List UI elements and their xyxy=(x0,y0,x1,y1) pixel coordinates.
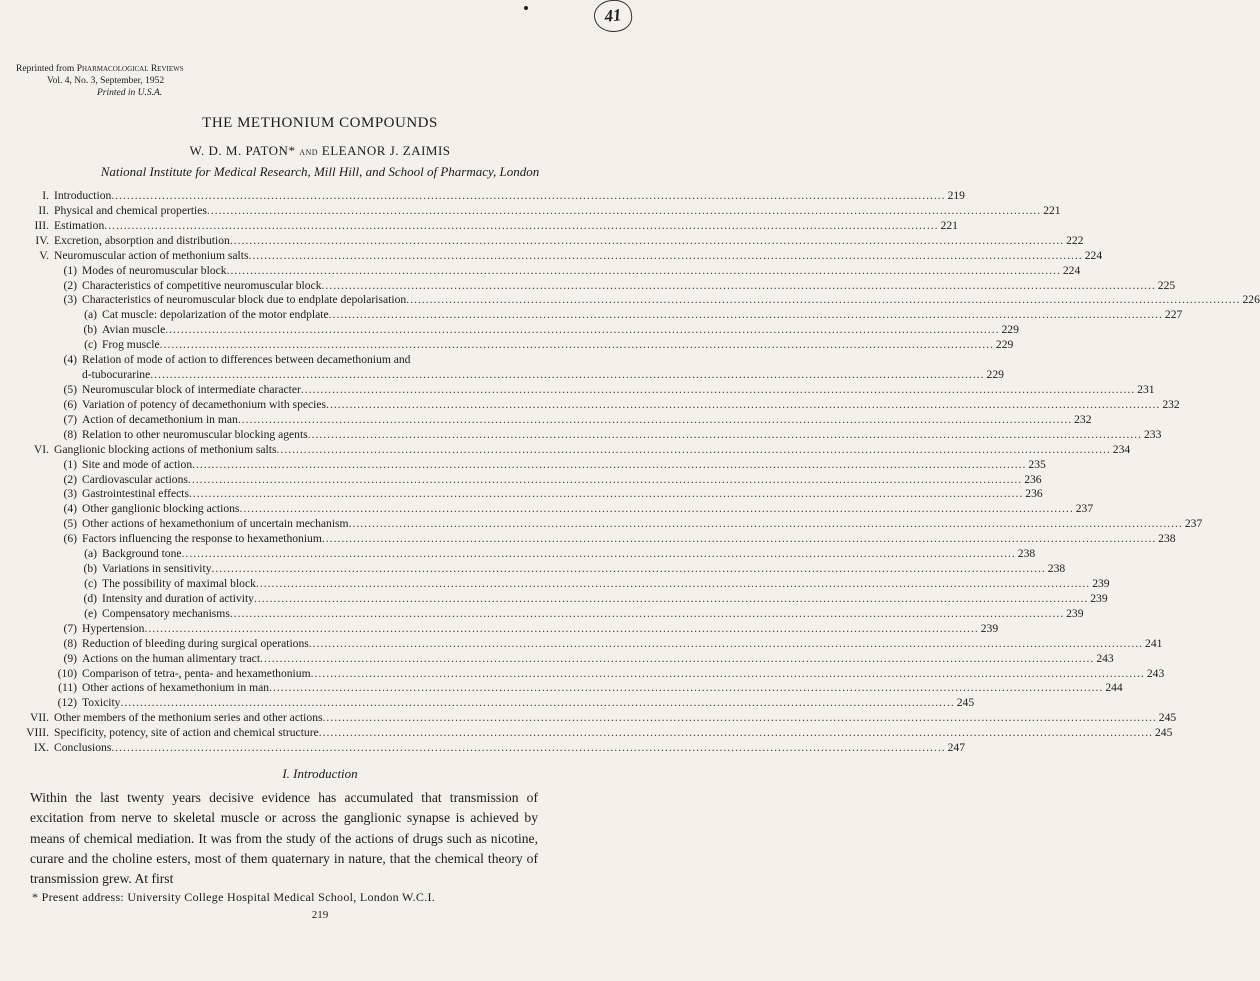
reprint-volume: Vol. 4, No. 3, September, 1952 xyxy=(47,76,165,86)
toc-entry xyxy=(16,427,1162,443)
toc-leader-dots xyxy=(111,741,945,754)
toc-entry xyxy=(16,412,1092,428)
toc-entry xyxy=(16,278,1176,294)
toc-entry xyxy=(16,696,975,711)
toc-entry-page: 239 xyxy=(1092,576,1110,590)
toc-entry-page: 239 xyxy=(1090,591,1108,605)
toc-entry-label: Hypertension xyxy=(82,621,145,635)
section-heading: I. Introduction xyxy=(282,766,358,781)
toc-entry xyxy=(16,263,1081,279)
toc-entry-number: (5) xyxy=(63,382,77,396)
toc-leader-dots xyxy=(322,279,1156,292)
toc-entry-page: 229 xyxy=(986,368,1004,382)
toc-entry-label: Other ganglionic blocking actions xyxy=(82,502,240,516)
toc-entry xyxy=(16,651,1114,667)
toc-entry-page: 244 xyxy=(1105,681,1123,695)
toc-entry-number: (b) xyxy=(83,562,97,576)
toc-entry-label: Introduction xyxy=(54,189,112,202)
toc-entry-page: 236 xyxy=(1025,487,1043,501)
reprint-notice xyxy=(16,63,184,99)
toc-leader-dots xyxy=(329,308,1163,321)
toc-entry-number: (3) xyxy=(63,487,77,501)
toc-leader-dots xyxy=(120,696,954,709)
toc-leader-dots xyxy=(319,726,1153,739)
toc-entry-number: (7) xyxy=(63,412,77,426)
toc-entry-number: (2) xyxy=(63,472,77,486)
toc-entry-number: (6) xyxy=(63,397,77,411)
toc-entry-label: Cardiovascular actions xyxy=(82,472,188,486)
toc-entry-number: VI. xyxy=(33,442,49,456)
toc-entry-page: 235 xyxy=(1028,457,1046,471)
toc-entry-page: 238 xyxy=(1047,562,1066,576)
toc-entry-label: Neuromuscular action of methonium salts xyxy=(54,248,249,262)
toc-entry-label: Other actions of hexamethonium of uncertain mechanism xyxy=(82,517,349,531)
toc-leader-dots xyxy=(227,264,1061,277)
toc-entry xyxy=(16,457,1046,473)
toc-entry xyxy=(16,576,1110,592)
toc-entry-label: Factors influencing the response to hexamethonium xyxy=(82,532,322,546)
journal-name: Pharmacological Reviews xyxy=(76,64,184,74)
toc-entry xyxy=(16,726,1173,741)
toc-entry-page: 224 xyxy=(1062,263,1081,277)
toc-leader-dots xyxy=(160,338,994,351)
toc-entry-number: (1) xyxy=(63,457,77,471)
toc-entry xyxy=(16,203,1061,219)
toc-entry-page: 245 xyxy=(1158,711,1177,725)
author-2: ELEANOR J. ZAIMIS xyxy=(321,143,451,158)
toc-entry xyxy=(16,293,1260,308)
toc-entry xyxy=(16,308,1183,323)
toc-leader-dots xyxy=(256,577,1090,590)
toc-entry-page: 243 xyxy=(1096,651,1114,665)
table-of-contents xyxy=(16,189,1260,756)
toc-leader-dots xyxy=(111,189,945,202)
toc-leader-dots xyxy=(189,487,1023,500)
toc-entry-page: 229 xyxy=(995,338,1014,352)
toc-entry xyxy=(16,233,1084,249)
toc-entry-label: Excretion, absorption and distribution xyxy=(54,233,230,247)
toc-leader-dots xyxy=(254,592,1088,605)
toc-leader-dots xyxy=(150,368,984,381)
toc-entry-number: (10) xyxy=(57,666,77,680)
toc-entry-number: (11) xyxy=(58,681,77,695)
toc-leader-dots xyxy=(144,622,978,635)
toc-leader-dots xyxy=(165,323,999,336)
toc-entry xyxy=(16,666,1165,682)
toc-entry-page: 233 xyxy=(1143,427,1162,441)
toc-entry xyxy=(16,621,999,637)
toc-entry xyxy=(16,741,965,756)
toc-entry-number: (c) xyxy=(84,338,97,352)
body-paragraph: Within the last twenty years decisive evidence has accumulated that transmission of excitation from nerve to skeletal muscle or across the ganglionic synapse is achieved by means of chemical mediation. It was from the study of the actions of drugs such as nicotine, curare and the choline esters, most of them quaternary in nature, that the chemical theory of transmission grew. At first xyxy=(30,790,538,887)
toc-entry-label: The possibility of maximal block xyxy=(102,576,256,590)
toc-entry-label: Variation of potency of decamethonium with species xyxy=(82,397,327,411)
page-number: 219 xyxy=(311,909,329,921)
toc-entry-number: VIII. xyxy=(26,726,49,740)
toc-entry-label: Characteristics of neuromuscular block due to endplate depolarisation xyxy=(82,293,407,307)
toc-entry-number: (c) xyxy=(84,576,97,590)
toc-leader-dots xyxy=(212,562,1046,575)
toc-entry-number: (6) xyxy=(63,532,77,546)
toc-entry xyxy=(16,397,1180,413)
toc-leader-dots xyxy=(308,428,1142,441)
toc-entry-page: 219 xyxy=(947,189,965,202)
toc-entry-label: Variations in sensitivity xyxy=(102,562,212,576)
toc-leader-dots xyxy=(182,547,1016,560)
toc-entry-page: 245 xyxy=(956,696,975,710)
toc-entry-number: (7) xyxy=(63,621,77,635)
toc-entry-label: Action of decamethonium in man xyxy=(82,412,238,426)
toc-leader-dots xyxy=(326,398,1160,411)
toc-leader-dots xyxy=(301,383,1135,396)
toc-entry xyxy=(16,591,1108,607)
toc-leader-dots xyxy=(322,532,1156,545)
toc-leader-dots xyxy=(238,413,1072,426)
toc-entry-label: Relation of mode of action to differences between decamethonium and xyxy=(82,353,411,367)
ink-dot xyxy=(524,6,528,10)
toc-entry-number: (8) xyxy=(63,636,77,650)
toc-entry xyxy=(16,517,1203,532)
toc-entry-label: Other actions of hexamethonium in man xyxy=(82,681,270,695)
toc-entry xyxy=(16,353,539,368)
reprint-line-1: Reprinted from Pharmacological Reviews xyxy=(16,64,184,74)
toc-entry xyxy=(16,562,1066,577)
toc-entry-page: 238 xyxy=(1158,532,1176,546)
toc-entry-page: 221 xyxy=(1043,203,1061,217)
toc-leader-dots xyxy=(309,637,1143,650)
toc-entry-label: Actions on the human alimentary tract xyxy=(82,651,261,665)
toc-entry-label: Background tone xyxy=(102,547,182,561)
toc-entry xyxy=(16,338,1014,353)
authors xyxy=(0,143,640,159)
toc-entry-number: (d) xyxy=(83,591,97,605)
toc-entry xyxy=(16,636,1163,652)
toc-entry-label: Compensatory mechanisms xyxy=(102,606,230,620)
toc-entry-label: Frog muscle xyxy=(102,338,160,352)
toc-leader-dots xyxy=(260,652,1094,665)
toc-entry-number: (9) xyxy=(63,651,77,665)
toc-entry-label: Reduction of bleeding during surgical operations xyxy=(82,636,309,650)
toc-entry-label: Site and mode of action xyxy=(82,457,193,471)
toc-entry xyxy=(16,368,1004,383)
toc-entry xyxy=(16,189,965,204)
toc-entry xyxy=(16,487,1043,502)
toc-entry-label: Estimation xyxy=(54,218,105,232)
toc-entry-label: Modes of neuromuscular block xyxy=(82,263,227,277)
toc-entry-label: Gastrointestinal effects xyxy=(82,487,189,501)
toc-entry-number: (5) xyxy=(63,517,77,531)
toc-entry-label: Physical and chemical properties xyxy=(54,203,207,217)
toc-entry xyxy=(16,711,1177,726)
toc-entry-number: II. xyxy=(38,203,49,217)
toc-entry-number: (1) xyxy=(63,263,77,277)
toc-entry xyxy=(16,502,1094,517)
toc-leader-dots xyxy=(323,711,1157,724)
toc-entry-number: (b) xyxy=(83,323,97,337)
toc-leader-dots xyxy=(207,204,1041,217)
toc-entry-number: VII. xyxy=(30,711,49,725)
toc-entry-number: (12) xyxy=(57,696,77,710)
reprint-printed: Printed in U.S.A. xyxy=(97,88,163,98)
author-conjunction: and xyxy=(299,144,319,158)
toc-leader-dots xyxy=(239,502,1073,515)
toc-entry xyxy=(16,248,1103,264)
toc-leader-dots xyxy=(230,234,1064,247)
toc-entry-number: IX. xyxy=(33,741,49,755)
toc-entry-number: (8) xyxy=(63,427,77,441)
toc-entry-page: 224 xyxy=(1084,248,1103,262)
toc-leader-dots xyxy=(188,473,1022,486)
toc-entry xyxy=(16,472,1042,488)
toc-entry-label: Other members of the methonium series and other actions xyxy=(54,711,323,725)
toc-entry-number: (4) xyxy=(63,502,77,516)
toc-entry xyxy=(16,218,958,234)
toc-entry-page: 239 xyxy=(1066,606,1084,620)
toc-entry-page: 221 xyxy=(940,218,958,232)
toc-entry-page: 229 xyxy=(1001,323,1019,337)
toc-entry-number: (e) xyxy=(84,606,97,620)
toc-entry-page: 237 xyxy=(1075,502,1094,516)
toc-entry xyxy=(16,681,1123,696)
toc-entry-number: (4) xyxy=(63,353,77,367)
toc-entry xyxy=(16,606,1084,622)
toc-entry-page: 245 xyxy=(1155,726,1173,740)
toc-entry-number: (a) xyxy=(84,308,97,322)
handwritten-page-mark: 41 xyxy=(592,0,633,34)
toc-entry-label: Cat muscle: depolarization of the motor endplate xyxy=(102,308,329,322)
toc-entry-number: V. xyxy=(39,248,49,262)
toc-entry-label: Avian muscle xyxy=(102,323,166,337)
toc-entry-page: 241 xyxy=(1145,636,1163,650)
toc-entry-page: 232 xyxy=(1074,412,1092,426)
toc-entry-page: 234 xyxy=(1112,442,1131,456)
toc-entry-label: Conclusions xyxy=(54,741,112,755)
toc-leader-dots xyxy=(230,607,1064,620)
toc-entry-page: 239 xyxy=(980,621,999,635)
toc-entry-number: I. xyxy=(42,189,49,202)
toc-entry-page: 227 xyxy=(1164,308,1183,322)
toc-entry-page: 243 xyxy=(1146,666,1165,680)
toc-leader-dots xyxy=(269,681,1103,694)
toc-entry-number: (3) xyxy=(63,293,77,307)
toc-entry xyxy=(16,382,1155,398)
paper-title: THE METHONIUM COMPOUNDS xyxy=(202,115,438,131)
toc-leader-dots xyxy=(248,249,1082,262)
toc-leader-dots xyxy=(406,293,1240,306)
toc-entry-number: IV. xyxy=(35,233,49,247)
toc-leader-dots xyxy=(192,458,1026,471)
footnote: * Present address: University College Hospital Medical School, London W.C.I. xyxy=(32,890,436,904)
toc-entry-page: 231 xyxy=(1137,382,1155,396)
toc-leader-dots xyxy=(311,667,1145,680)
toc-entry-page: 247 xyxy=(947,741,965,755)
toc-leader-dots xyxy=(349,517,1183,530)
toc-entry-label: Ganglionic blocking actions of methonium salts xyxy=(54,442,277,456)
toc-entry-label: Toxicity xyxy=(82,696,121,710)
toc-entry xyxy=(16,532,1176,547)
toc-entry-page: 226 xyxy=(1242,293,1260,307)
toc-entry-number: (a) xyxy=(84,547,97,561)
toc-entry-label: d-tubocurarine xyxy=(82,368,151,382)
toc-entry-page: 236 xyxy=(1024,472,1042,486)
toc-leader-dots xyxy=(277,443,1111,456)
affiliation: National Institute for Medical Research, Mill Hill, and School of Pharmacy, London xyxy=(100,164,540,179)
toc-entry-label: Characteristics of competitive neuromuscular block xyxy=(82,278,322,292)
toc-entry xyxy=(16,547,1036,562)
toc-entry xyxy=(16,323,1019,338)
toc-entry-page: 222 xyxy=(1066,233,1084,247)
toc-entry-label: Relation to other neuromuscular blocking agents xyxy=(82,427,308,441)
toc-entry-page: 225 xyxy=(1157,278,1176,292)
toc-entry-label: Intensity and duration of activity xyxy=(102,591,254,605)
toc-entry xyxy=(16,442,1131,458)
toc-entry-page: 232 xyxy=(1162,397,1180,411)
author-1: W. D. M. PATON* xyxy=(189,143,296,158)
toc-entry-page: 237 xyxy=(1184,517,1203,531)
toc-entry-label: Neuromuscular block of intermediate character xyxy=(82,382,301,396)
toc-entry-label: Comparison of tetra-, penta- and hexamethonium xyxy=(82,666,311,680)
toc-leader-dots xyxy=(104,219,938,232)
toc-entry-number: III. xyxy=(34,218,49,232)
toc-entry-label: Specificity, potency, site of action and chemical structure xyxy=(54,726,319,740)
toc-entry-page: 238 xyxy=(1017,547,1036,561)
toc-entry-number: (2) xyxy=(63,278,77,292)
